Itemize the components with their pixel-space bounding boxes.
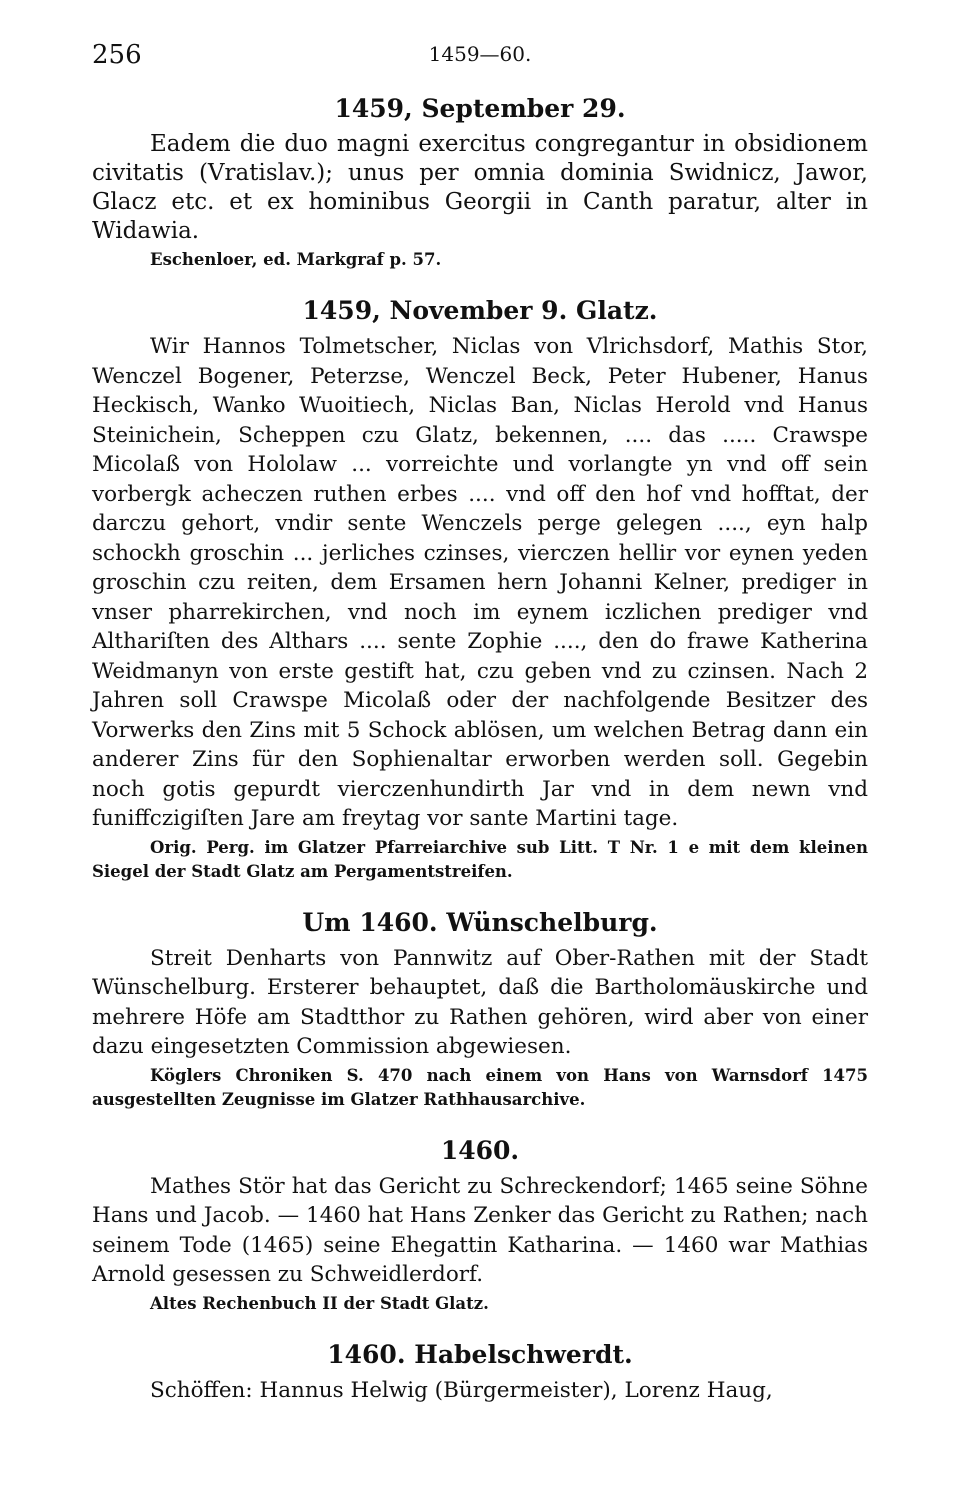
- entry-1460-habelschwerdt: [92, 1338, 868, 1406]
- running-title: 1459—60.: [428, 42, 532, 66]
- entry-source: Orig. Perg. im Glatzer Pfarreiarchive sub Litt. T Nr. 1 e mit dem kleinen Siegel der Stadt Glatz am Pergamentstreifen.: [92, 837, 868, 881]
- entry-text: Mathes Stör hat das Gericht zu Schreckendorf; 1465 seine Söhne Hans und Jacob. — 1460 hat Hans Zenker das Gericht zu Rathen; nach seinem Tode (1465) seine Ehegattin Katharina. — 1460 war Mathias Arnold gesessen zu Schweidlerdorf.: [92, 1173, 868, 1287]
- entry-heading: 1460.: [440, 1135, 520, 1165]
- entry-text: Wir Hannos Tolmetscher, Niclas von Vlrichsdorf, Mathis Stor, Wenczel Bogener, Peterzse, Wenczel Beck, Peter Hubener, Hanus Heckisch, Wanko Wuoitiech, Niclas Ban, Niclas Herold vnd Hanus Steinichein, Scheppen czu Glatz, bekennen, .... das ..... Crawspe Micolaß von Hololaw ... vorreichte und vorlangte yn vnd off sein vorbergk acheczen ruthen erbes .... vnd off den hof vnd hofftat, der darczu gehort, vndir sente Wenczels perge gelegen ...., eyn halp schockh groschin ... jerliches czinses, vierczen hellir vor eynen yeden groschin czu reiten, dem Ersamen hern Johanni Kelner, prediger in vnser pharrekirchen, vnd noch im eynem iczlichen prediger vnd Althariſten des Althars .... sente Zophie ...., den do frawe Katherina Weidmanyn von erste gestift hat, czu geben vnd zu czinsen. Nach 2 Jahren soll Crawspe Micolaß oder der nachfolgende Besitzer des Vorwerks den Zins mit 5 Schock ablösen, um welchen Betrag dann ein anderer Zins für den Sophienaltar erworben werden soll. Gegebin noch gotis gepurdt vierczenhundirth Jar vnd in dem newn vnd funiffczigiſten Jare am freytag vor sante Martini tage.: [92, 334, 868, 831]
- entry-text: Streit Denharts von Pannwitz auf Ober-Rathen mit der Stadt Wünschelburg. Ersterer behauptet, daß die Bartholomäuskirche und mehrere Höfe am Stadtthor zu Rathen gehören, wird aber von einer dazu eingesetzten Commission abgewiesen.: [92, 945, 868, 1059]
- entry-heading: 1459, September 29.: [334, 94, 626, 123]
- entry-heading: 1459, November 9. Glatz.: [302, 296, 658, 325]
- running-head: [92, 40, 868, 72]
- entry-1459-september-29: [92, 92, 868, 272]
- entry-heading: Um 1460. Wünschelburg.: [302, 907, 658, 937]
- entry-heading: 1460. Habelschwerdt.: [327, 1339, 633, 1369]
- entry-source: Eschenloer, ed. Markgraf p. 57.: [150, 250, 442, 269]
- entry-1460: [92, 1134, 868, 1316]
- entry-text: Eadem die duo magni exercitus congregantur in obsidionem civitatis (Vratislav.); unus per omnia dominia Swidnicz, Jawor, Glacz etc. et ex hominibus Georgii in Canth paratur, alter in Widawia.: [92, 131, 868, 244]
- page-content: [92, 92, 868, 1427]
- entry-source: Köglers Chroniken S. 470 nach einem von Hans von Warnsdorf 1475 ausgestellten Zeugnisse im Glatzer Rathhausarchive.: [92, 1065, 868, 1109]
- entry-um-1460-wuenschelburg: [92, 906, 868, 1112]
- page-number: 256: [92, 40, 142, 70]
- entry-text: Schöffen: Hannus Helwig (Bürgermeister), Lorenz Haug,: [150, 1377, 773, 1403]
- entry-source: Altes Rechenbuch II der Stadt Glatz.: [150, 1293, 489, 1313]
- entry-1459-november-9-glatz: [92, 294, 868, 884]
